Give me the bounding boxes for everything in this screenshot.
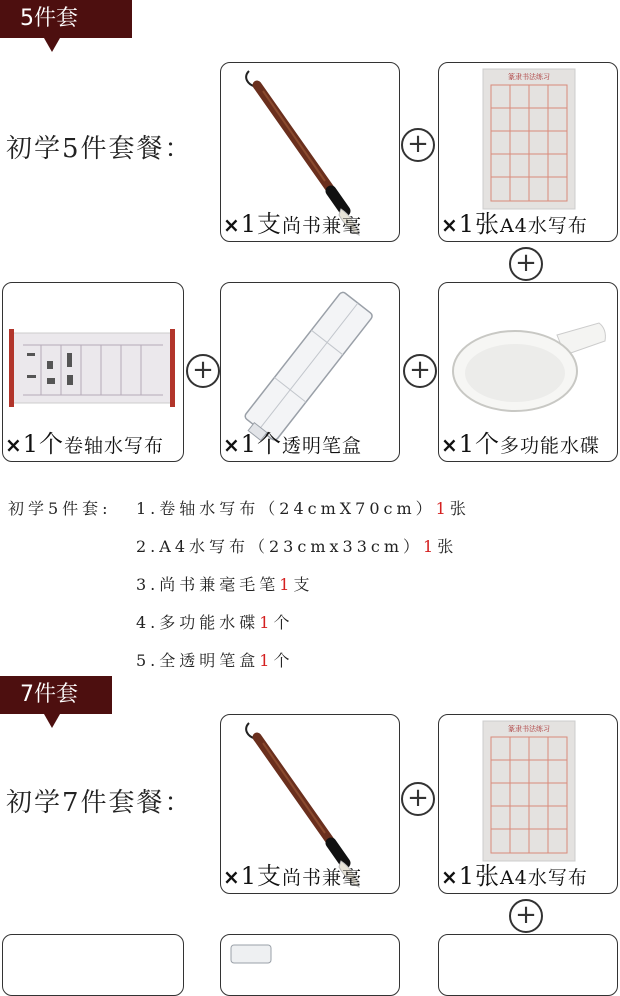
section-tag-label: 7件套	[20, 682, 78, 707]
plus-icon	[509, 899, 543, 933]
plus-icon	[401, 128, 435, 162]
section-tag-5	[0, 0, 132, 38]
section-tag-7	[0, 676, 112, 714]
contents-unit: 张	[449, 499, 470, 518]
plus-glyph: +	[407, 129, 429, 159]
tag-pointer	[44, 38, 60, 52]
product-card-partial	[2, 934, 184, 996]
times-sign: ×	[223, 433, 241, 457]
caption-unit: 张	[475, 210, 501, 238]
contents-text: 1.卷轴水写布（24cmX70cm）	[136, 499, 436, 518]
caption-count: 1	[240, 210, 258, 238]
product-caption	[223, 424, 362, 459]
product-caption	[441, 204, 588, 239]
plus-glyph: +	[192, 355, 214, 385]
cloth-header-text: 篆隶书法练习	[508, 73, 550, 81]
caption-count: 1	[458, 210, 476, 238]
caption-count: 1	[240, 430, 258, 458]
product-card-partial	[220, 934, 400, 996]
contents-text: 3.尚书兼毫毛笔	[136, 575, 280, 594]
contents-item-5	[136, 648, 293, 671]
cloth-header-text: 篆隶书法练习	[508, 725, 550, 733]
contents-item-4	[136, 610, 293, 633]
product-caption	[441, 856, 588, 891]
product-card-brush[interactable]	[220, 62, 400, 242]
times-sign: ×	[5, 433, 23, 457]
pen-box-icon	[221, 935, 399, 965]
contents-text: 5.全透明笔盒	[136, 651, 260, 670]
product-caption	[5, 424, 164, 459]
times-sign: ×	[223, 865, 241, 889]
contents-qty: 1	[259, 613, 274, 632]
product-card-pen-box[interactable]	[220, 282, 400, 462]
contents-unit: 个	[273, 651, 294, 670]
contents-unit: 个	[273, 613, 294, 632]
product-card-a4-cloth[interactable]	[438, 714, 618, 894]
section-tag-label: 5件套	[20, 6, 78, 31]
plus-icon	[403, 354, 437, 388]
plus-icon	[509, 247, 543, 281]
contents-prefix: 初学5件套:	[8, 499, 112, 518]
times-sign: ×	[441, 433, 459, 457]
times-sign: ×	[441, 865, 459, 889]
plus-glyph: +	[515, 248, 537, 278]
times-sign: ×	[441, 213, 459, 237]
combo-label-5: 初学5件套餐：	[6, 134, 193, 164]
caption-count: 1	[458, 862, 476, 890]
caption-name: A4水写布	[500, 867, 588, 889]
product-caption	[223, 204, 362, 239]
product-card-partial	[438, 934, 618, 996]
caption-name: 卷轴水写布	[64, 435, 165, 457]
caption-name: A4水写布	[500, 215, 588, 237]
contents-item-2	[136, 534, 457, 557]
caption-count: 1	[458, 430, 476, 458]
caption-name: 多功能水碟	[500, 435, 601, 457]
contents-item-3	[136, 572, 313, 595]
caption-unit: 支	[257, 210, 283, 238]
plus-glyph: +	[407, 783, 429, 813]
tag-pointer	[44, 714, 60, 728]
contents-qty: 1	[259, 651, 274, 670]
caption-unit: 个	[475, 430, 501, 458]
product-card-a4-cloth[interactable]	[438, 62, 618, 242]
product-card-scroll-cloth[interactable]	[2, 282, 184, 462]
product-card-brush[interactable]	[220, 714, 400, 894]
plus-icon	[186, 354, 220, 388]
caption-name: 透明笔盒	[282, 435, 363, 457]
caption-name: 尚书兼毫	[282, 215, 363, 237]
combo-label-7: 初学7件套餐：	[6, 788, 193, 818]
product-caption	[223, 856, 362, 891]
caption-name: 尚书兼毫	[282, 867, 363, 889]
contents-qty: 1	[423, 537, 438, 556]
contents-item-1	[136, 496, 470, 519]
caption-count: 1	[22, 430, 40, 458]
contents-qty: 1	[435, 499, 450, 518]
contents-text: 2.A4水写布（23cmx33cm）	[136, 537, 424, 556]
caption-unit: 个	[39, 430, 65, 458]
times-sign: ×	[223, 213, 241, 237]
caption-unit: 支	[257, 862, 283, 890]
product-card-water-dish[interactable]	[438, 282, 618, 462]
plus-glyph: +	[409, 355, 431, 385]
plus-icon	[401, 782, 435, 816]
contents-qty: 1	[279, 575, 294, 594]
contents-unit: 支	[293, 575, 314, 594]
plus-glyph: +	[515, 900, 537, 930]
caption-count: 1	[240, 862, 258, 890]
contents-text: 4.多功能水碟	[136, 613, 260, 632]
contents-unit: 张	[437, 537, 458, 556]
caption-unit: 个	[257, 430, 283, 458]
product-caption	[441, 424, 600, 459]
caption-unit: 张	[475, 862, 501, 890]
